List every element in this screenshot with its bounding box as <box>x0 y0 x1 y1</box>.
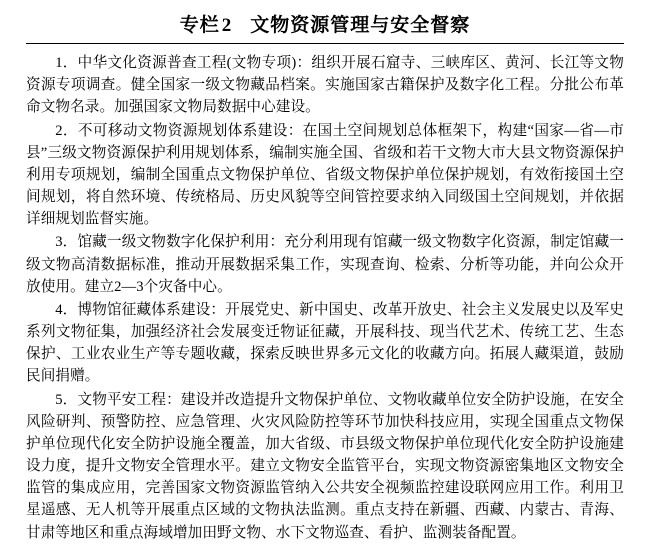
paragraph-5: 5．文物平安工程：建设并改造提升文物保护单位、文物收藏单位安全防护设施，在安全风险研判、预警防控、应急管理、火灾风险防控等环节加快科技应用，实现全国重点文物保护单位现代化安全防护设施全覆盖，加大省级、市县级文物保护单位现代化安全防护设施建设力度，提升文物安全管理水平。建立文物安全监管平台，实现文物资源密集地区文物安全监管的集成应用，完善国家文物资源监管纳入公共安全视频监控建设联网应用工作。利用卫星遥感、无人机等开展重点区域的文物执法监测。重点支持在新疆、西藏、内蒙古、青海、甘肃等地区和重点海域增加田野文物、水下文物巡查、看护、监测装备配置。 <box>26 391 624 541</box>
title-number: 2 <box>221 15 233 36</box>
paragraph-2: 2．不可移动文物资源规划体系建设：在国土空间规划总体框架下，构建“国家—省—市县”三级文物资源保护利用规划体系，编制实施全国、省级和若干文物大市大县文物资源保护利用专项规划，编制全国重点文物保护单位、省级文物保护单位保护规划，有效衔接国土空间规划，将自然环境、传统格局、历史风貌等空间管控要求纳入同级国土空间规划，并依据详细规划监督实施。 <box>26 122 624 228</box>
paragraph-4: 4．博物馆征藏体系建设：开展党史、新中国史、改革开放史、社会主义发展史以及军史系列文物征集，加强经济社会发展变迁物证征藏，开展科技、现当代艺术、传统工艺、生态保护、工业农业生产等专题收藏，探索反映世界多元文化的收藏方向。拓展人藏渠道，鼓励民间捐赠。 <box>26 301 624 385</box>
title-heading: 文物资源管理与安全督察 <box>250 15 471 36</box>
paragraph-1: 1．中华文化资源普查工程(文物专项)：组织开展石窟寺、三峡库区、黄河、长江等文物资源专项调查。健全国家一级文物藏品档案。实施国家古籍保护及数字化工程。分批公布革命文物名录。加强国家文物局数据中心建设。 <box>26 55 624 116</box>
title-label: 专栏 <box>179 15 220 36</box>
page-title <box>26 10 624 37</box>
body-text <box>26 52 624 544</box>
paragraph-3: 3．馆藏一级文物数字化保护利用：充分利用现有馆藏一级文物数字化资源，制定馆藏一级文物高清数据标准，推动开展数据采集工作，实现查询、检索、分析等功能，并向公众开放使用。建立2—3个灾备中心。 <box>26 234 624 295</box>
document-page <box>0 10 650 541</box>
title-divider <box>26 43 624 44</box>
